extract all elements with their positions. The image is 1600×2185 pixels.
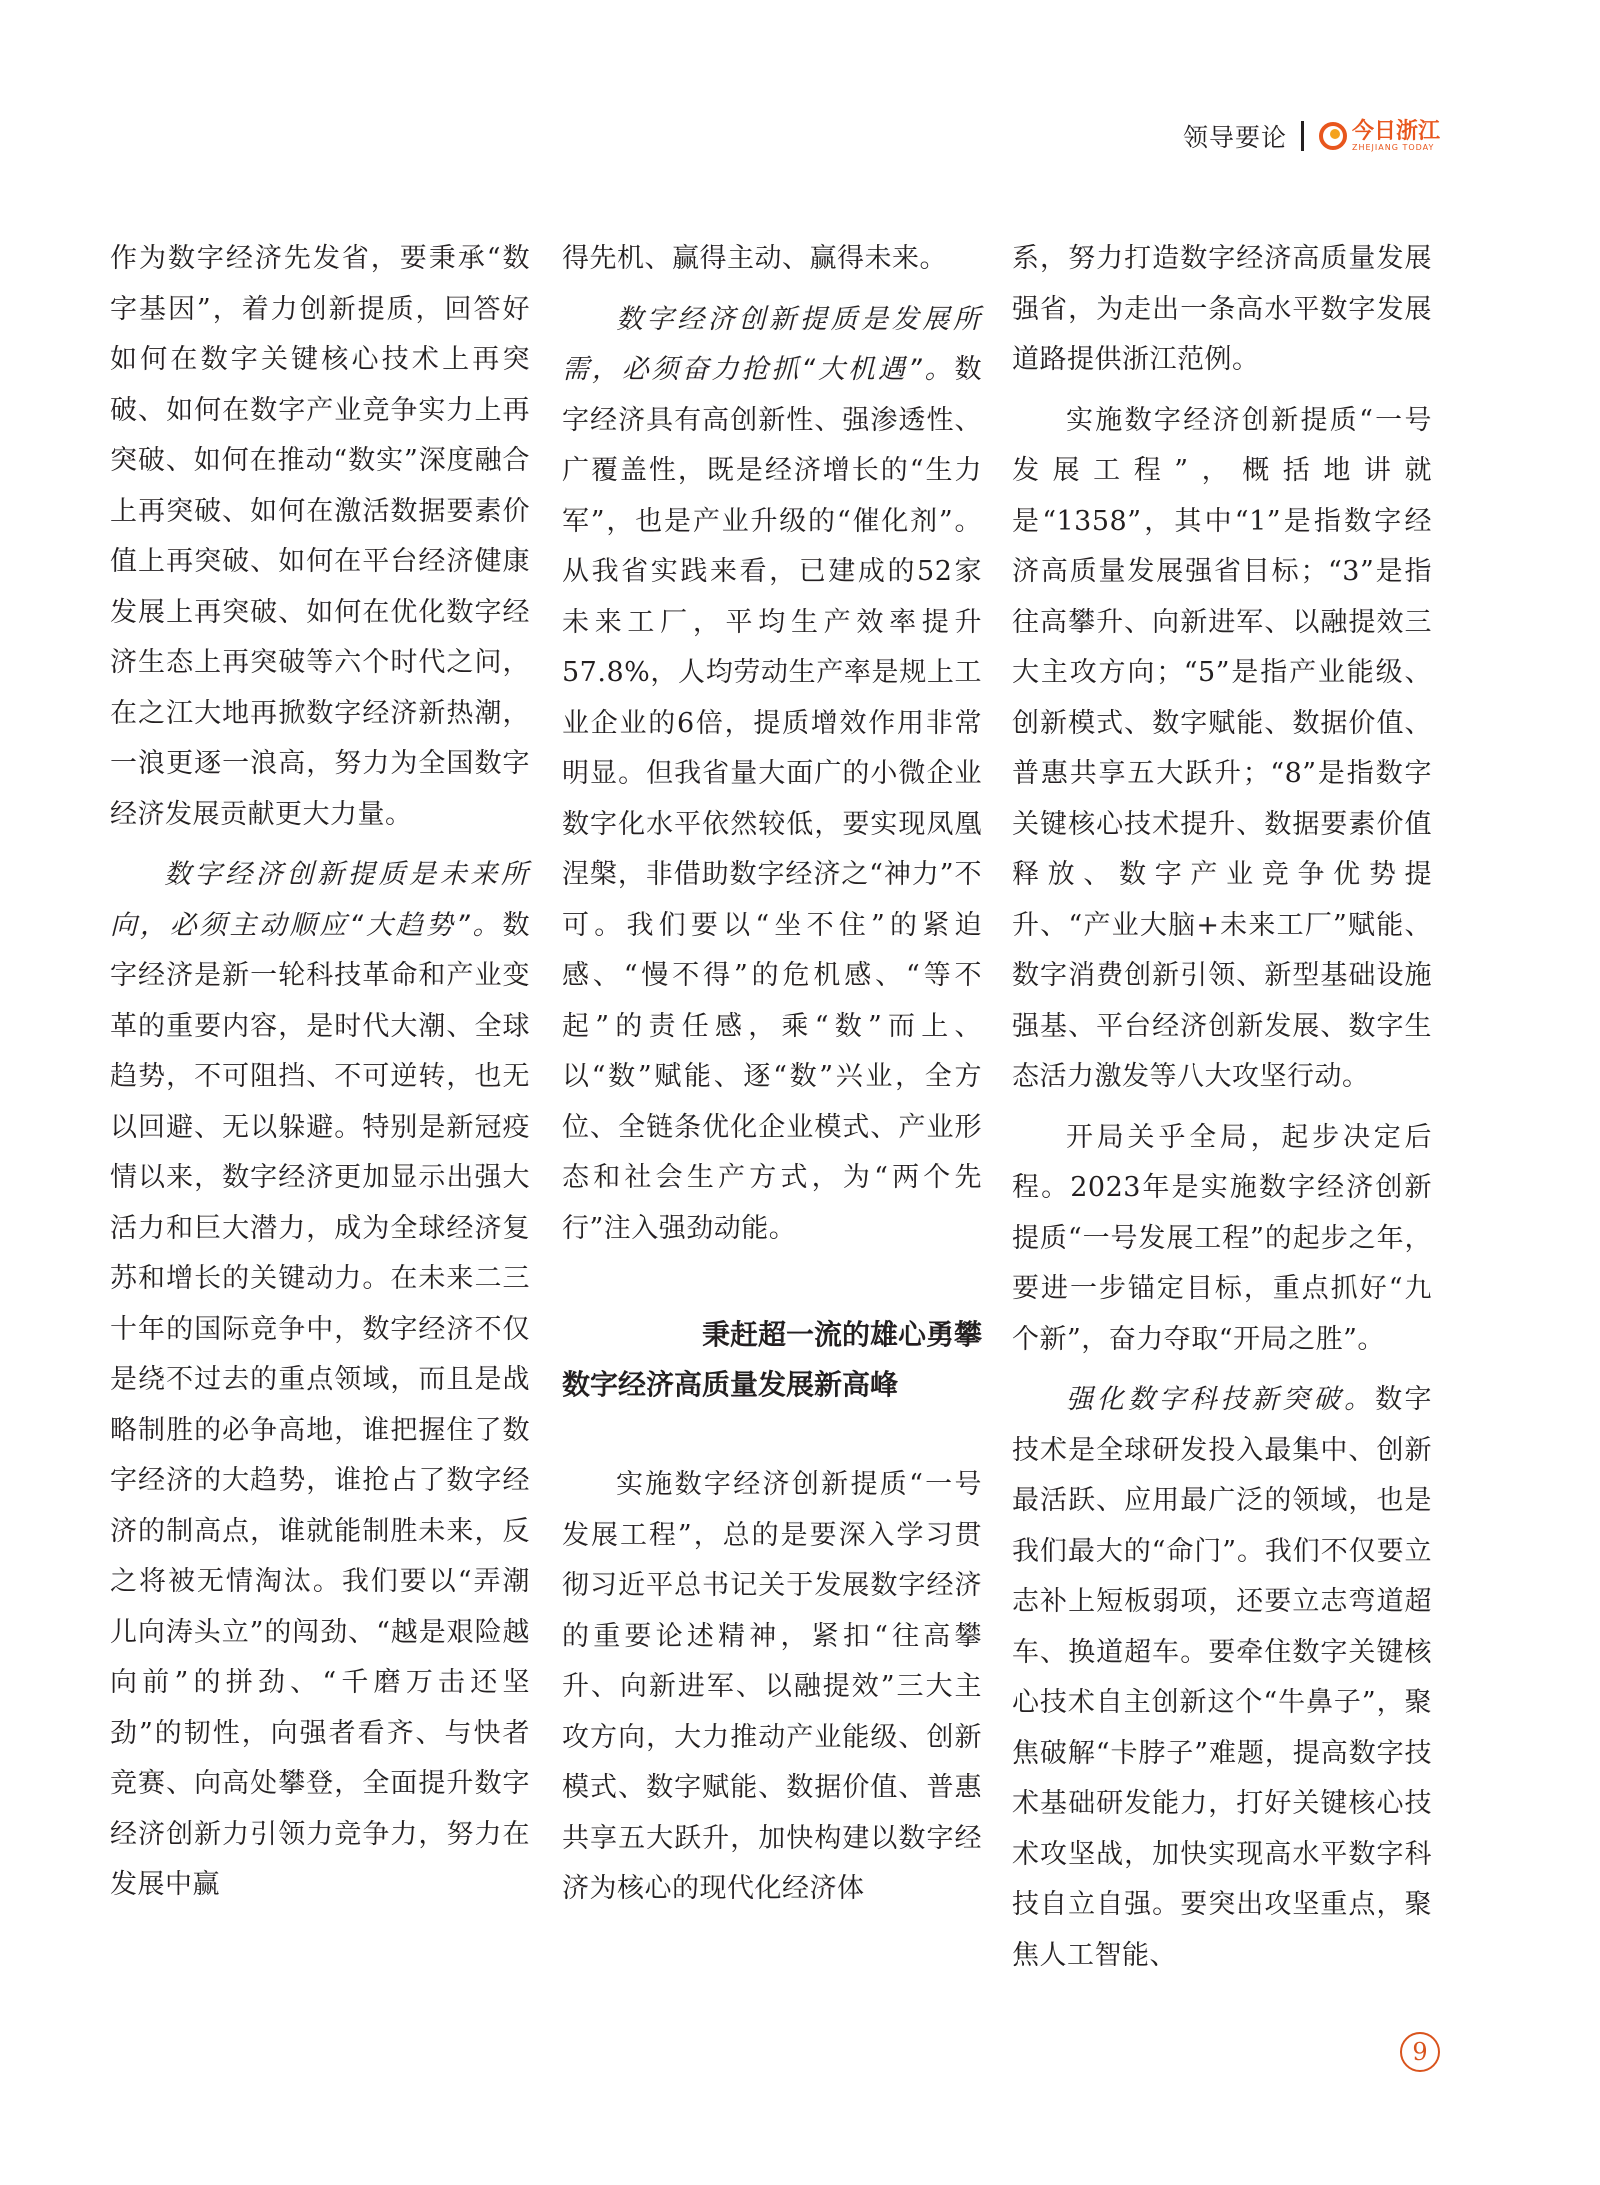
paragraph-body: 数字经济是新一轮科技革命和产业变革的重要内容，是时代大潮、全球趋势，不可阻挡、不可逆转，也无以回避、无以躲避。特别是新冠疫情以来，数字经济更加显示出强大活力和巨大潜力，成为全球经济复苏和增长的关键动力。在未来二三十年的国际竞争中，数字经济不仅是绕不过去的重点领域，而且是战略制胜的必争高地，谁把握住了数字经济的大趋势，谁抢占了数字经济的制高点，谁就能制胜未来，反之将被无情淘汰。我们要以“弄潮儿向涛头立”的闯劲、“越是艰险越向前”的拼劲、“千磨万击还坚劲”的韧性，向强者看齐、与快者竞赛、向高处攀登，全面提升数字经济创新力引领力竞争力，努力在发展中赢 [110, 909, 530, 1900]
column-3 [1012, 234, 1433, 1971]
logo-main-text: 今日浙江 [1351, 118, 1440, 144]
section-heading-line-1: 秉赶超一流的雄心勇攀 [701, 1318, 982, 1351]
page-number: 9 [1400, 2032, 1440, 2072]
logo-text [1351, 118, 1440, 152]
paragraph: 得先机、赢得主动、赢得未来。 [562, 243, 947, 274]
paragraph-body: 数字技术是全球研发投入最集中、创新最活跃、应用最广泛的领域，也是我们最大的“命门”。我们不仅要立志补上短板弱项，还要立志弯道超车、换道超车。要牵住数字关键核心技术自主创新这个“牛鼻子”，聚焦破解“卡脖子”难题，提高数字技术基础研发能力，打好关键核心技术攻坚战，加快实现高水平数字科技自立自强。要突出攻坚重点，聚焦人工智能、 [1012, 1384, 1433, 1971]
column-1 [110, 234, 530, 1954]
paragraph [110, 850, 530, 1911]
magazine-logo [1318, 118, 1440, 152]
paragraph: 开局关乎全局，起步决定后程。2023年是实施数字经济创新提质“一号发展工程”的起步之年，要进一步锚定目标，重点抓好“九个新”，奋力夺取“开局之胜”。 [1012, 1121, 1432, 1355]
paragraph: 实施数字经济创新提质“一号发展工程”，概括地讲就是“1358”，其中“1”是指数字经济高质量发展强省目标；“3”是指往高攀升、向新进军、以融提效三大主攻方向；“5”是指产业能级、创新模式、数字赋能、数据价值、普惠共享五大跃升；“8”是指数字关键核心技术提升、数据要素价值释放、数字产业竞争优势提升、“产业大脑+未来工厂”赋能、数字消费创新引领、新型基础设施强基、平台经济创新发展、数字生态活力激发等八大攻坚行动。 [1012, 404, 1432, 1092]
header-divider [1301, 121, 1304, 151]
article-columns [110, 234, 1433, 1971]
sun-swirl-logo-icon [1318, 121, 1348, 151]
section-heading-line-2: 数字经济高质量发展新高峰 [562, 1368, 899, 1401]
paragraph: 实施数字经济创新提质“一号发展工程”，总的是要深入学习贯彻习近平总书记关于发展数字经济的重要论述精神，紧扣“往高攀升、向新进军、以融提效”三大主攻方向，大力推动产业能级、创新模式、数字赋能、数据价值、普惠共享五大跃升，加快构建以数字经济为核心的现代化经济体 [562, 1469, 982, 1904]
paragraph [562, 295, 982, 1255]
paragraph-body: 数字经济具有高创新性、强渗透性、广覆盖性，既是经济增长的“生力军”，也是产业升级的“催化剂”。从我省实践来看，已建成的52家未来工厂，平均生产效率提升57.8%，人均劳动生产率是规上工业企业的6倍，提质增效作用非常明显。但我省量大面广的小微企业数字化水平依然较低，要实现凤凰涅槃，非借助数字经济之“神力”不可。我们要以“坐不住”的紧迫感、“慢不得”的危机感、“等不起”的责任感，乘“数”而上、以“数”赋能、逐“数”兴业，全方位、全链条优化企业模式、产业形态和社会生产方式，为“两个先行”注入强劲动能。 [562, 354, 982, 1244]
paragraph-lead: 数字经济创新提质是发展所需，必须奋力抢抓“大机遇”。 [562, 303, 982, 385]
paragraph [1012, 1375, 1432, 1981]
column-2 [562, 234, 982, 1954]
paragraph: 作为数字经济先发省，要秉承“数字基因”，着力创新提质，回答好如何在数字关键核心技术上再突破、如何在数字产业竞争实力上再突破、如何在推动“数实”深度融合上再突破、如何在激活数据要素价值上再突破、如何在平台经济健康发展上再突破、如何在优化数字经济生态上再突破等六个时代之问，在之江大地再掀数字经济新热潮，一浪更逐一浪高，努力为全国数字经济发展贡献更大力量。 [110, 243, 530, 830]
logo-sub-text: ZHEJIANG TODAY [1351, 142, 1435, 152]
paragraph-lead: 数字经济创新提质是未来所向，必须主动顺应“大趋势”。 [110, 859, 530, 941]
paragraph: 系，努力打造数字经济高质量发展强省，为走出一条高水平数字发展道路提供浙江范例。 [1012, 243, 1432, 375]
section-name: 领导要论 [1182, 123, 1287, 152]
section-heading [562, 1310, 982, 1410]
paragraph-lead: 强化数字科技新突破。 [1066, 1384, 1376, 1415]
page-header [1183, 118, 1440, 154]
